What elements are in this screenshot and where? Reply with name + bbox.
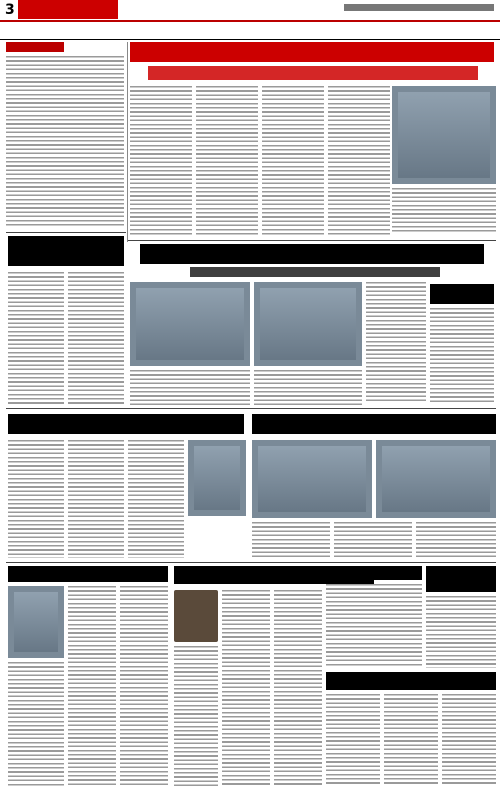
story-6-text-col-1 — [252, 522, 330, 560]
story-9-headline — [326, 566, 422, 580]
story-3-caption-2 — [254, 370, 362, 406]
story-9-text — [326, 584, 422, 668]
story-3-headline — [140, 244, 484, 264]
column-rule — [127, 42, 128, 242]
story-6-text-col-3 — [416, 522, 496, 560]
lead-subheadline — [148, 66, 478, 80]
story-5-text-col-2 — [68, 440, 124, 558]
newspaper-logo — [18, 0, 118, 19]
story-2-text-col-1 — [8, 272, 64, 404]
lead-headline — [130, 42, 494, 62]
lead-story-col-3 — [262, 86, 324, 236]
story-11-text-col-3 — [442, 694, 496, 786]
divider — [6, 562, 496, 563]
story-3-text — [366, 282, 426, 402]
story-6-headline — [252, 414, 496, 434]
story-8-portrait — [174, 590, 218, 642]
page-number: 3 — [5, 2, 15, 18]
story-7-photo — [8, 586, 64, 658]
story-3-photo-1 — [130, 282, 250, 366]
story-6-photo-2 — [376, 440, 496, 518]
story-4-headline — [430, 284, 494, 304]
story-7-text-col-3 — [8, 662, 64, 786]
brief-column-text — [6, 56, 124, 228]
masthead-rule — [0, 20, 500, 22]
story-7-text-col-2 — [120, 586, 168, 786]
story-7-text-col-1 — [68, 586, 116, 786]
story-8-text-col-2 — [274, 590, 322, 786]
story-3-subheadline — [190, 267, 440, 277]
story-11-text-col-1 — [326, 694, 380, 786]
story-8-text-col-1 — [222, 590, 270, 786]
edition-date-strip — [344, 4, 494, 11]
story-10-text — [426, 596, 496, 668]
story-8-text-col-3 — [174, 646, 218, 786]
story-3-caption-1 — [130, 370, 250, 406]
lead-story-col-1 — [130, 86, 192, 236]
story-6-photo-1 — [252, 440, 372, 518]
divider — [6, 232, 126, 233]
story-11-headline — [326, 672, 496, 690]
divider — [6, 408, 496, 409]
divider — [128, 240, 496, 241]
story-7-headline — [8, 566, 168, 582]
story-11-text-col-2 — [384, 694, 438, 786]
story-4-text — [430, 308, 494, 402]
section-tag — [6, 42, 64, 52]
story-5-photo — [188, 440, 246, 516]
story-5-headline — [8, 414, 244, 434]
lead-photo — [392, 86, 496, 184]
lead-photo-caption — [392, 188, 496, 232]
lead-story-col-2 — [196, 86, 258, 236]
story-6-text-col-2 — [334, 522, 412, 560]
story-2-text-col-2 — [68, 272, 124, 404]
story-5-text-col-3 — [128, 440, 184, 558]
story-2-headline — [8, 236, 124, 266]
story-3-photo-2 — [254, 282, 362, 366]
lead-story-col-4 — [328, 86, 390, 236]
story-5-text-col-1 — [8, 440, 64, 558]
story-10-headline — [426, 566, 496, 592]
